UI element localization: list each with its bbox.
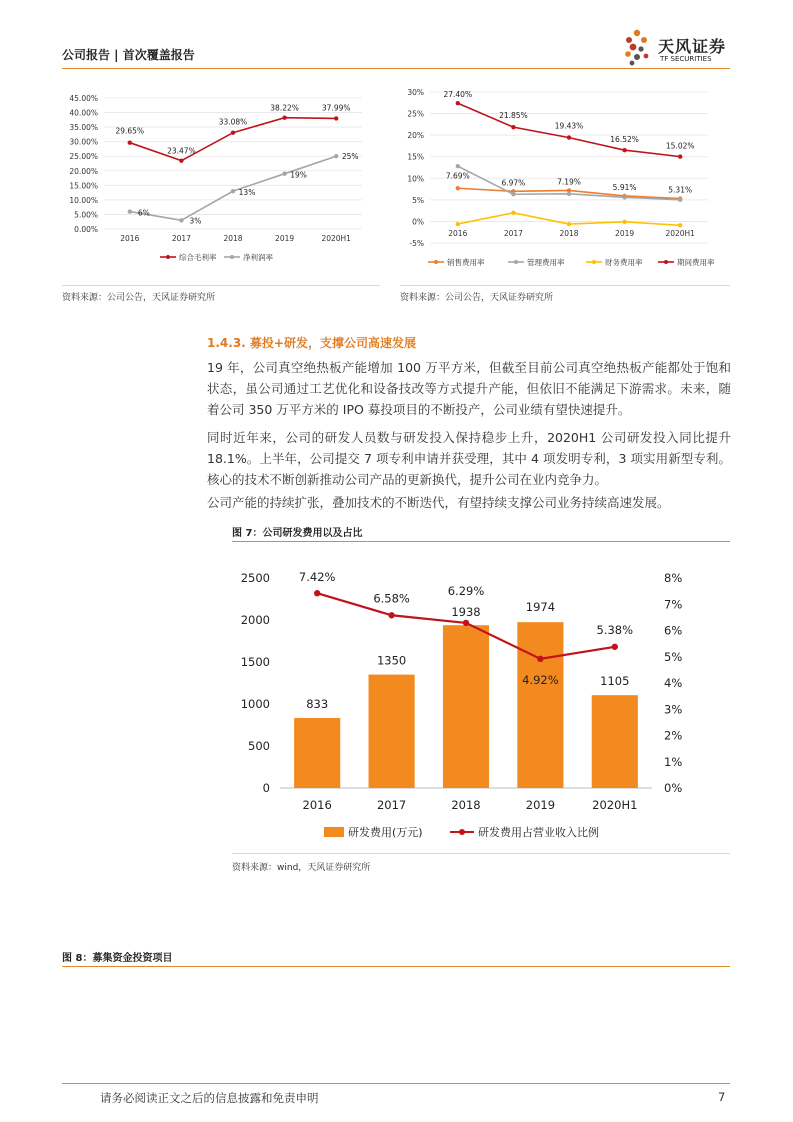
x-tick-label: 2016 <box>120 234 140 243</box>
data-point <box>456 164 460 168</box>
data-label: 33.08% <box>218 117 248 127</box>
ratio-point <box>612 644 618 650</box>
ratio-point <box>314 590 320 596</box>
legend-label: 财务费用率 <box>605 258 643 267</box>
x-tick-label: 2018 <box>559 229 579 238</box>
data-label: 5.31% <box>668 185 693 195</box>
figure8-title: 图 8：募集资金投资项目 <box>62 953 173 964</box>
y-right-tick-label: 0% <box>664 781 683 795</box>
bar <box>369 675 415 788</box>
x-tick-label: 2017 <box>376 798 407 812</box>
ratio-label: 5.38% <box>596 622 634 637</box>
y-tick-label: 0% <box>412 217 424 227</box>
legend-swatch <box>324 827 344 837</box>
x-tick-label: 2019 <box>525 798 556 812</box>
y-tick-label: 35.00% <box>69 123 98 133</box>
data-point <box>456 222 460 226</box>
y-left-tick-label: 2500 <box>240 571 270 585</box>
x-tick-label: 2017 <box>503 229 523 238</box>
y-left-tick-label: 500 <box>248 739 270 753</box>
y-tick-label: 30% <box>407 88 424 97</box>
y-right-tick-label: 7% <box>664 597 683 612</box>
y-right-tick-label: 4% <box>664 676 683 690</box>
data-point <box>128 140 132 144</box>
data-label: 7.19% <box>557 177 581 187</box>
legend-item-bar <box>324 825 423 839</box>
company-logo <box>620 28 735 68</box>
paragraph-outlook: 公司产能的持续扩张，叠加技术的不断迭代，有望持续支撑公司业务持续高速发展。 <box>207 495 670 510</box>
paragraph-rnd: 同时近年来，公司的研发人员数与研发投入保持稳步上升，2020H1 公司研发投入同比提升 18.1%。上半年，公司提交 7 项专利申请并获受理，其中 4 项发明专利，3 项实用新型专利。核心的技术不断创新推动公司产品的更新换代，提升公司在业内竞争力。 <box>207 430 731 487</box>
legend-label: 销售费用率 <box>447 258 485 267</box>
legend-label: 研发费用(万元) <box>348 826 423 839</box>
bar-value-label: 1105 <box>600 674 630 689</box>
chart-left-divider <box>62 285 380 286</box>
footer-disclaimer: 请务必阅读正文之后的信息披露和免责申明 <box>100 1091 319 1105</box>
data-point <box>334 116 338 120</box>
y-left-tick-label: 0 <box>262 781 270 795</box>
y-right-tick-label: 2% <box>664 728 683 743</box>
legend-marker <box>514 260 518 264</box>
data-label: 19% <box>290 170 307 180</box>
y-right-tick-label: 8% <box>664 571 683 585</box>
data-point <box>179 218 183 222</box>
data-label: 16.52% <box>610 135 639 145</box>
figure7-source: 资料来源：wind，天风证券研究所 <box>232 863 371 873</box>
y-tick-label: 30.00% <box>69 137 98 147</box>
data-label: 21.85% <box>499 111 528 121</box>
y-right-tick-label: 6% <box>664 623 683 638</box>
legend-item <box>160 252 217 262</box>
legend-item <box>224 252 273 262</box>
data-point <box>128 209 132 213</box>
data-point <box>567 135 571 139</box>
figure7-title: 图 7：公司研发费用以及占比 <box>232 528 363 539</box>
ratio-point <box>463 620 469 626</box>
data-point <box>567 222 571 226</box>
bar <box>443 625 489 788</box>
y-tick-label: 15.00% <box>69 181 98 191</box>
x-tick-label: 2020H1 <box>592 798 638 812</box>
data-label: 6.97% <box>501 178 526 188</box>
legend-item-line <box>450 825 599 839</box>
legend-label: 研发费用占营业收入比例 <box>478 826 599 839</box>
y-tick-label: 40.00% <box>69 108 98 118</box>
rnd-expense-chart <box>232 556 730 846</box>
data-point <box>334 154 338 158</box>
y-tick-label: 5% <box>412 195 424 205</box>
data-point <box>282 116 286 120</box>
data-label: 37.99% <box>321 103 351 113</box>
data-point <box>511 125 515 129</box>
series-line <box>130 156 336 220</box>
data-point <box>511 192 515 196</box>
data-point <box>622 148 626 152</box>
data-point <box>678 154 682 158</box>
y-tick-label: -5% <box>409 239 424 248</box>
chart-left-source: 资料来源：公司公告，天风证券研究所 <box>62 293 216 303</box>
data-point <box>456 101 460 105</box>
y-tick-label: 0.00% <box>74 225 98 234</box>
y-tick-label: 5.00% <box>74 210 98 220</box>
data-label: 5.91% <box>612 182 637 192</box>
legend-item <box>508 257 565 267</box>
data-point <box>231 189 235 193</box>
chart-right-divider <box>400 285 730 286</box>
data-label: 19.43% <box>554 121 584 131</box>
x-tick-label: 2017 <box>171 234 191 243</box>
figure7-title-divider <box>232 541 730 542</box>
data-label: 3% <box>189 216 202 226</box>
y-left-tick-label: 1500 <box>240 655 270 669</box>
bar-value-label: 1350 <box>376 653 407 668</box>
data-point <box>511 211 515 215</box>
page-number: 7 <box>718 1090 726 1104</box>
data-label: 13% <box>238 188 256 198</box>
chart-right-source: 资料来源：公司公告，天风证券研究所 <box>400 293 554 303</box>
header-divider <box>62 68 730 69</box>
data-point <box>622 195 626 199</box>
legend-marker <box>166 255 170 259</box>
legend-label: 综合毛利率 <box>179 253 217 262</box>
data-point <box>456 186 460 190</box>
y-left-tick-label: 1000 <box>240 697 270 711</box>
ratio-point <box>537 656 543 662</box>
data-point <box>231 131 235 135</box>
gross-net-margin-chart <box>62 86 378 276</box>
legend-item <box>586 257 643 267</box>
bar <box>517 622 563 788</box>
figure7-divider <box>232 853 730 854</box>
data-label: 27.40% <box>443 90 473 100</box>
ratio-label: 6.29% <box>447 583 485 598</box>
legend-label: 管理费用率 <box>527 258 565 267</box>
ratio-label: 4.92% <box>522 672 559 687</box>
data-label: 15.02% <box>665 141 695 151</box>
bar-value-label: 1938 <box>451 605 481 620</box>
x-tick-label: 2018 <box>451 798 481 812</box>
data-label: 29.65% <box>115 126 145 136</box>
ratio-label: 6.58% <box>373 591 410 606</box>
logo-name-en: TF SECURITIES <box>660 55 712 63</box>
bar-value-label: 833 <box>306 697 329 712</box>
legend-label: 期间费用率 <box>677 258 715 267</box>
bar <box>294 718 340 788</box>
section-heading: 1.4.3. 募投+研发，支撑公司高速发展 <box>207 336 416 350</box>
legend-item <box>428 257 485 267</box>
data-point <box>678 198 682 202</box>
data-point <box>282 171 286 175</box>
bar-value-label: 1974 <box>525 600 556 615</box>
y-tick-label: 10.00% <box>69 195 98 205</box>
y-right-tick-label: 3% <box>664 702 683 717</box>
ratio-label: 7.42% <box>298 570 336 585</box>
data-label: 7.69% <box>445 171 470 181</box>
x-tick-label: 2019 <box>615 229 635 238</box>
bar <box>592 695 638 788</box>
x-tick-label: 2016 <box>302 798 332 812</box>
data-label: 23.47% <box>167 146 196 156</box>
x-tick-label: 2020H1 <box>665 229 695 238</box>
y-tick-label: 25.00% <box>69 152 98 162</box>
legend-marker <box>230 255 234 259</box>
legend-item <box>658 257 715 267</box>
y-tick-label: 45.00% <box>69 94 98 103</box>
y-tick-label: 10% <box>407 174 424 184</box>
y-right-tick-label: 1% <box>664 754 683 769</box>
data-label: 25% <box>341 152 359 162</box>
logo-mark-icon <box>620 28 656 68</box>
y-tick-label: 20% <box>407 131 424 141</box>
x-tick-label: 2020H1 <box>321 234 351 243</box>
data-label: 38.22% <box>270 103 299 113</box>
legend-marker <box>434 260 438 264</box>
data-point <box>567 192 571 196</box>
legend-marker <box>459 829 465 835</box>
footer-divider <box>62 1083 730 1084</box>
data-point <box>678 223 682 227</box>
report-header-title: 公司报告 | 首次覆盖报告 <box>62 48 195 62</box>
ratio-point <box>388 612 394 618</box>
expense-ratio-chart <box>400 86 730 276</box>
data-point <box>622 220 626 224</box>
legend-marker <box>664 260 668 264</box>
y-tick-label: 25% <box>407 109 424 119</box>
figure8-title-divider <box>62 966 730 967</box>
legend-label: 净利润率 <box>243 253 273 262</box>
y-tick-label: 20.00% <box>69 166 98 176</box>
paragraph-capacity: 19 年，公司真空绝热板产能增加 100 万平方米，但截至目前公司真空绝热板产能都处于饱和状态，虽公司通过工艺优化和设备技改等方式提升产能，但依旧不能满足下游需求。未来，随着公司 350 万平方米的 IPO 募投项目的不断投产，公司业绩有望快速提升。 <box>207 360 731 417</box>
y-left-tick-label: 2000 <box>240 613 270 627</box>
x-tick-label: 2019 <box>275 234 295 243</box>
x-tick-label: 2018 <box>223 234 243 243</box>
logo-name-cn: 天风证券 <box>658 37 727 56</box>
y-right-tick-label: 5% <box>664 649 683 664</box>
legend-marker <box>592 260 596 264</box>
data-point <box>179 158 183 162</box>
x-tick-label: 2016 <box>448 229 468 238</box>
y-tick-label: 15% <box>407 152 424 162</box>
data-label: 6% <box>137 208 150 218</box>
